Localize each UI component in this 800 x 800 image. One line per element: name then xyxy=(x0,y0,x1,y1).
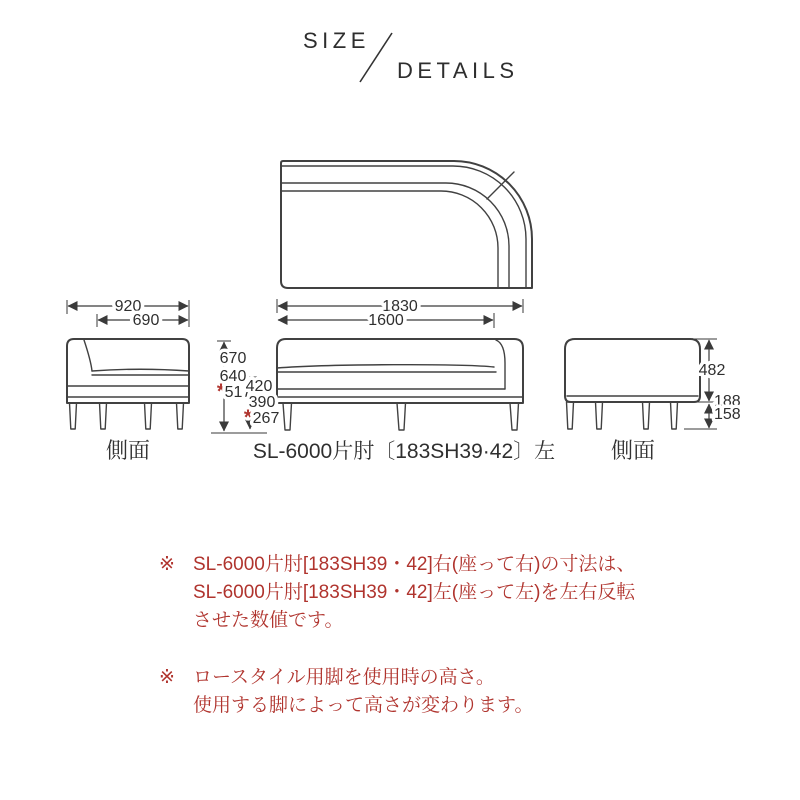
leg xyxy=(510,403,519,430)
note-line: 使用する脚によって高さが変わります。 xyxy=(193,695,534,716)
note-line: させた数値です。 xyxy=(193,610,344,631)
note-low-style-legs xyxy=(159,664,635,720)
top-view-drawing xyxy=(281,161,532,288)
page-title xyxy=(303,28,519,83)
front-height-dimensions xyxy=(211,341,279,433)
dim-height-640: 640 xyxy=(219,368,247,385)
footnotes xyxy=(159,551,635,749)
dim-overall-width-value: 1830 xyxy=(382,298,418,315)
dim-seat-depth-value: 690 xyxy=(132,312,160,329)
leg xyxy=(177,403,184,429)
side-left-caption: 側面 xyxy=(105,438,151,463)
dim-overall-depth-value: 920 xyxy=(114,298,142,315)
title-size: SIZE xyxy=(303,28,370,53)
leg xyxy=(145,403,152,429)
leg xyxy=(643,402,650,429)
front-caption: SL-6000片肘〔183SH39·42〕左 xyxy=(252,440,556,463)
side-right-outline xyxy=(565,339,700,402)
front-outline xyxy=(277,339,523,403)
dim-height-670: 670 xyxy=(219,350,247,367)
note-marker: ※ xyxy=(159,554,175,575)
dim-body-height-value: 482 xyxy=(698,362,726,379)
note-marker: ※ xyxy=(159,667,175,688)
side-view-right-drawing xyxy=(565,339,700,429)
dim-height-420: 420 xyxy=(245,378,273,395)
leg xyxy=(567,402,574,429)
side-left-dimensions xyxy=(67,298,189,329)
asterisk-267: * xyxy=(243,406,253,429)
dim-height-390: 390 xyxy=(248,394,276,411)
side-right-caption: 側面 xyxy=(610,438,656,463)
leg xyxy=(283,403,292,430)
note-line: ロースタイル用脚を使用時の高さ。 xyxy=(193,667,495,688)
dim-height-517: 517 xyxy=(224,384,252,401)
title-details: DETAILS xyxy=(397,58,519,83)
leg xyxy=(397,403,406,430)
leg xyxy=(596,402,603,429)
leg xyxy=(70,403,77,429)
note-text xyxy=(193,551,635,635)
dim-leg-height-188: 188 xyxy=(714,393,741,410)
dim-leg-height-158: 158 xyxy=(714,406,741,423)
side-left-outline xyxy=(67,339,189,403)
leg xyxy=(100,403,107,429)
side-view-left-drawing xyxy=(67,339,189,429)
note-text xyxy=(193,664,533,720)
front-width-dimensions xyxy=(277,298,523,329)
note-line: SL-6000片肘[183SH39・42]左(座って左)を左右反転 xyxy=(193,582,636,603)
top-view-outline xyxy=(281,161,532,288)
front-view-drawing xyxy=(277,339,523,430)
leg xyxy=(671,402,678,429)
asterisk-517: * xyxy=(216,380,226,403)
note-mirror-dimensions xyxy=(159,551,635,635)
note-line: SL-6000片肘[183SH39・42]右(座って右)の寸法は、 xyxy=(193,554,636,575)
dim-seat-width-value: 1600 xyxy=(368,312,404,329)
dim-height-267: 267 xyxy=(252,410,280,427)
